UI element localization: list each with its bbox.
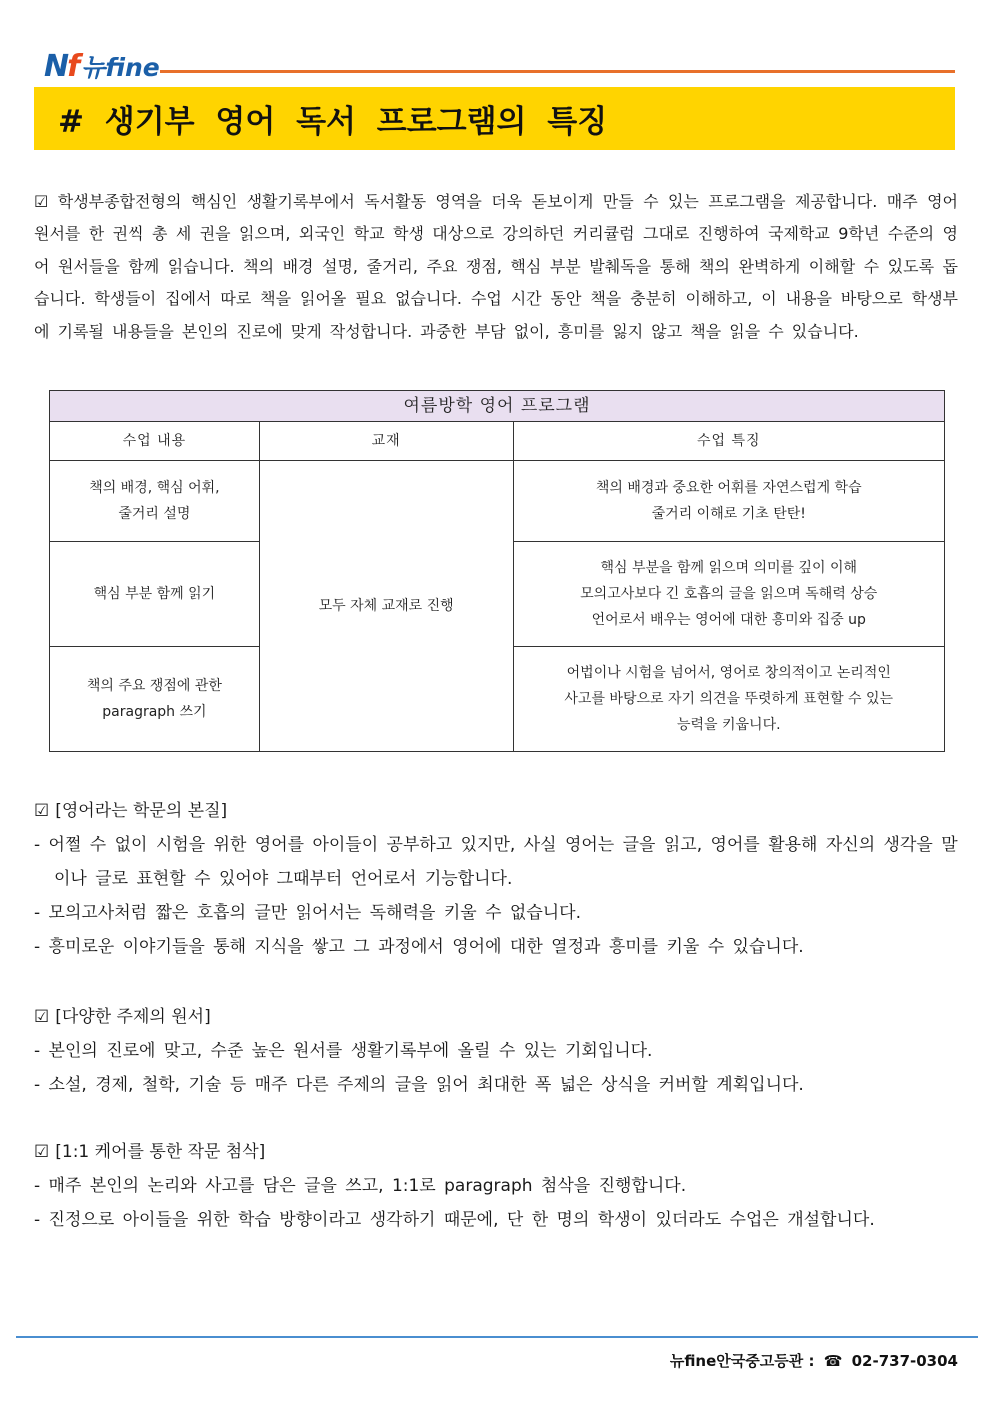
material-cell: 모두 자체 교재로 진행 xyxy=(259,461,513,752)
row3-content: 책의 주요 쟁점에 관한 paragraph 쓰기 xyxy=(50,647,260,752)
list-item: - 어쩔 수 없이 시험을 위한 영어를 아이들이 공부하고 있지만, 사실 영어는 글을 읽고, 영어를 활용해 자신의 생각을 말이나 글로 표현할 수 있어야 그때부터 언어로서 기능합니다. xyxy=(34,835,958,889)
section-heading: ☑ [다양한 주제의 원서] xyxy=(34,1000,964,1034)
checkbox-icon: ☑ xyxy=(34,1007,50,1027)
footer-org: 뉴fine안국중고등관 : xyxy=(669,1352,815,1370)
row1-features: 책의 배경과 중요한 어휘를 자연스럽게 학습 줄거리 이해로 기초 탄탄! xyxy=(513,461,944,542)
list-item: - 모의고사처럼 짧은 호흡의 글만 읽어서는 독해력을 키울 수 없습니다. xyxy=(34,903,581,923)
page-title: # 생기부 영어 독서 프로그램의 특징 xyxy=(34,87,955,150)
list-item: - 본인의 진로에 맞고, 수준 높은 원서를 생활기록부에 올릴 수 있는 기회입니다. xyxy=(34,1041,653,1061)
section-heading: ☑ [1:1 케어를 통한 작문 첨삭] xyxy=(34,1135,964,1169)
brand-logo xyxy=(44,46,160,82)
row1-content: 책의 배경, 핵심 어휘, 줄거리 설명 xyxy=(50,461,260,542)
logo-mark: Nf xyxy=(44,49,79,84)
column-header-material: 교재 xyxy=(259,422,513,461)
intro-paragraph: ☑ 학생부종합전형의 핵심인 생활기록부에서 독서활동 영역을 더욱 돋보이게 만들 수 있는 프로그램을 제공합니다. 매주 영어 원서를 한 권씩 총 세 권을 읽으며, 외국인 학교 학생 대상으로 강의하던 커리큘럼 그대로 진행하여 국제학교 9학년 수준의 영어 원서들을 함께 읽습니다. 책의 배경 설명, 줄거리, 주요 쟁점, 핵심 부분 발췌독을 통해 책의 완벽하게 이해할 수 있도록 돕습니다. 학생들이 집에서 따로 책을 읽어올 필요 없습니다. 수업 시간 동안 책을 충분히 이해하고, 이 내용을 바탕으로 학생부에 기록될 내용들을 본인의 진로에 맞게 작성합니다. 과중한 부담 없이, 흥미를 잃지 않고 책을 읽을 수 있습니다. xyxy=(34,192,958,341)
column-header-features: 수업 특징 xyxy=(513,422,944,461)
header-rule xyxy=(160,70,955,73)
column-header-content: 수업 내용 xyxy=(50,422,260,461)
footer-rule xyxy=(16,1336,978,1338)
checkbox-icon: ☑ xyxy=(34,1142,50,1162)
list-item: - 매주 본인의 논리와 사고를 담은 글을 쓰고, 1:1로 paragraph 첨삭을 진행합니다. xyxy=(34,1176,687,1196)
footer-phone: 02-737-0304 xyxy=(851,1352,958,1370)
list-item: - 진정으로 아이들을 위한 학습 방향이라고 생각하기 때문에, 단 한 명의 학생이 있더라도 수업은 개설합니다. xyxy=(34,1210,875,1230)
section-essence xyxy=(34,794,964,964)
section-topics xyxy=(34,1000,964,1102)
logo-text: 뉴fine xyxy=(81,53,160,82)
footer-contact xyxy=(670,1350,958,1371)
program-table xyxy=(49,390,945,752)
row3-features: 어법이나 시험을 넘어서, 영어로 창의적이고 논리적인 사고를 바탕으로 자기 의견을 뚜렷하게 표현할 수 있는 능력을 키웁니다. xyxy=(513,647,944,752)
list-item: - 소설, 경제, 철학, 기술 등 매주 다른 주제의 글을 읽어 최대한 폭 넓은 상식을 커버할 계획입니다. xyxy=(34,1075,804,1095)
checkbox-icon: ☑ xyxy=(34,801,50,821)
list-item: - 흥미로운 이야기들을 통해 지식을 쌓고 그 과정에서 영어에 대한 열정과 흥미를 키울 수 있습니다. xyxy=(34,937,804,957)
row2-content: 핵심 부분 함께 읽기 xyxy=(50,542,260,647)
section-heading: ☑ [영어라는 학문의 본질] xyxy=(34,794,964,828)
phone-icon: ☎ xyxy=(823,1352,843,1370)
row2-features: 핵심 부분을 함께 읽으며 의미를 깊이 이해 모의고사보다 긴 호흡의 글을 읽으며 독해력 상승 언어로서 배우는 영어에 대한 흥미와 집중 up xyxy=(513,542,944,647)
table-title: 여름방학 영어 프로그램 xyxy=(50,391,945,422)
section-writing-care xyxy=(34,1135,964,1237)
